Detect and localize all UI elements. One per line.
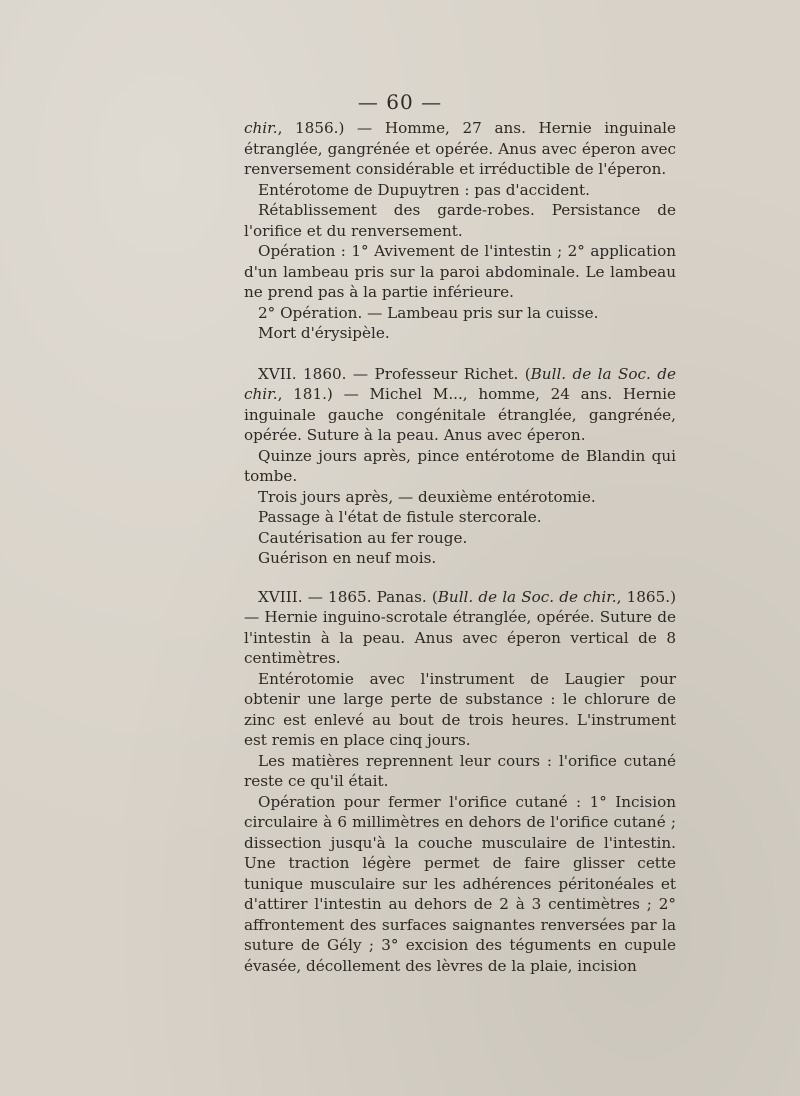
- text-run: , 181.) — Michel M..., homme, 24 ans. Hernie inguinale gauche congénitale étranglée, gangrénée, opérée. Suture à la peau. Anus avec éperon.: [244, 385, 676, 444]
- text-run: 2° Opération. — Lambeau pris sur la cuisse.: [258, 303, 599, 322]
- text-run: Entérotome de Dupuytren : pas d'accident.: [258, 180, 590, 199]
- paragraph: [244, 507, 676, 528]
- case-heading-paragraph: [244, 587, 676, 669]
- body-text: [244, 118, 676, 976]
- page-number: — 60 —: [357, 90, 443, 114]
- paragraph: [244, 487, 676, 508]
- paragraph: [244, 303, 676, 324]
- paragraph: [244, 669, 676, 751]
- text-run: Mort d'érysipèle.: [258, 324, 390, 342]
- text-run: Trois jours après, — deuxième entérotomie.: [258, 487, 596, 506]
- text-run: XVII. 1860. — Professeur Richet. (: [258, 364, 531, 383]
- text-run: Les matières reprennent leur cours : l'orifice cutané reste ce qu'il était.: [244, 751, 676, 790]
- text-run: Entérotomie avec l'instrument de Laugier pour obtenir une large perte de substance : le chlorure de zinc est enlevé au bout de trois heures. L'instrument est remis en place cinq jours.: [244, 669, 676, 749]
- text-run: Opération : 1° Avivement de l'intestin ; 2° application d'un lambeau pris sur la paroi abdominale. Le lambeau ne prend pas à la partie inférieure.: [244, 242, 676, 301]
- text-run: Opération pour fermer l'orifice cutané : 1° Incision circulaire à 6 millimètres en dehors de l'orifice cutané ; dissection jusqu'à la couche musculaire de l'intestin. Une traction légère permet de faire glisser cette tunique musculaire sur les adhérences péritonéales et d'attirer l'intestin au dehors de 2 à 3 centimètres ; 2° affrontement des surfaces saignantes renversées par la suture de Gély ; 3° excision des téguments en cupule évasée, décollement des lèvres de la plaie, incision: [244, 792, 676, 975]
- italic-citation: Bull. de la Soc. de chir.: [244, 364, 677, 403]
- paragraph: [244, 528, 676, 549]
- italic-citation: Bull. de la Soc. de chir.: [437, 587, 617, 606]
- spacer: [244, 344, 676, 364]
- paragraph: [244, 118, 676, 180]
- text-run: Passage à l'état de fistule stercorale.: [258, 508, 542, 526]
- text-run: Rétablissement des garde-robes. Persistance de l'orifice et du renversement.: [244, 201, 676, 240]
- paragraph: [244, 180, 676, 201]
- paragraph: [244, 200, 676, 241]
- text-run: Quinze jours après, pince entérotome de Blandin qui tombe.: [244, 446, 676, 485]
- paragraph: [244, 548, 676, 569]
- paragraph: [244, 446, 676, 487]
- paragraph: [244, 751, 676, 792]
- text-run: , 1865.) — Hernie inguino-scrotale étranglée, opérée. Suture de l'intestin à la peau. Anus avec éperon vertical de 8 centimètres.: [244, 587, 676, 667]
- spacer: [244, 569, 676, 587]
- paragraph: [244, 323, 676, 344]
- paragraph: [244, 792, 676, 977]
- case-heading-paragraph: [244, 364, 676, 446]
- text-run: XVIII. — 1865. Panas. (: [258, 587, 438, 606]
- text-run: Guérison en neuf mois.: [258, 549, 437, 567]
- text-run: , 1856.) — Homme, 27 ans. Hernie inguinale étranglée, gangrénée et opérée. Anus avec éperon avec renversement considérable et irréductible de l'éperon.: [244, 119, 676, 178]
- paragraph: [244, 241, 676, 303]
- text-run: Cautérisation au fer rouge.: [258, 528, 468, 547]
- italic-citation: chir.: [244, 119, 278, 137]
